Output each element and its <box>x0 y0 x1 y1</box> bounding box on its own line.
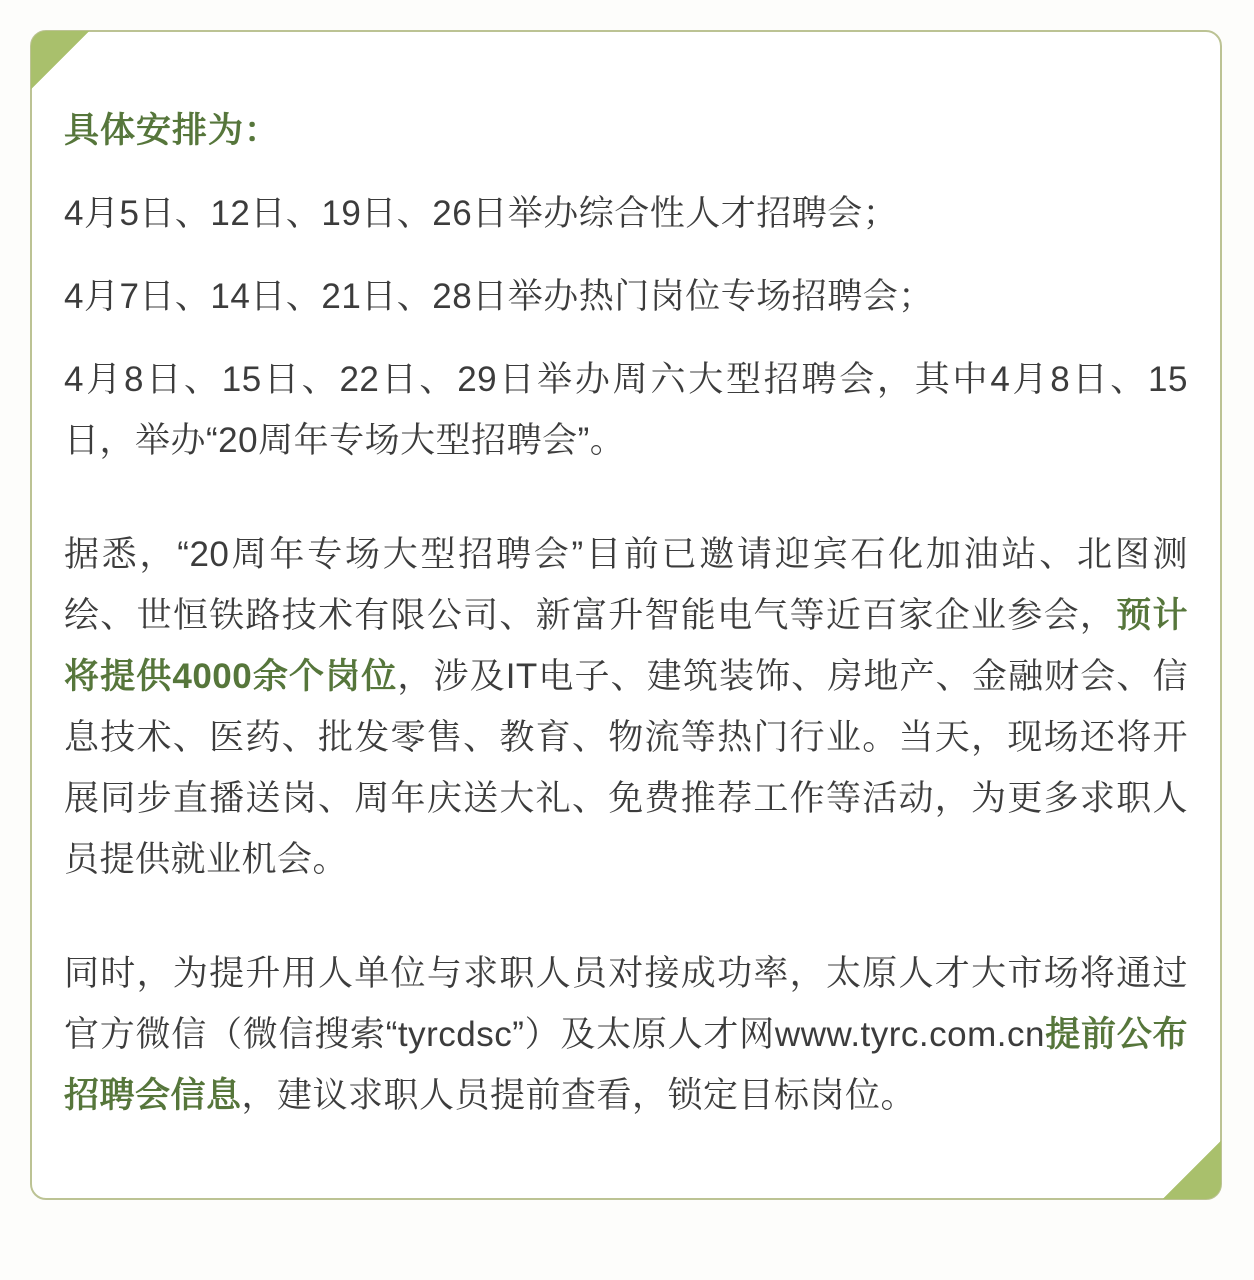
paragraph-notice <box>64 943 1188 1126</box>
article-body <box>32 32 1220 1198</box>
detail-text-tail: ，涉及IT电子、建筑装饰、房地产、金融财会、信息技术、医药、批发零售、教育、物流等热门行业。当天，现场还将开展同步直播送岗、周年庆送大礼、免费推荐工作等活动，为更多求职人员提供就业机会。 <box>64 657 1188 879</box>
schedule-line-saturday-fair: 4月8日、15日、22日、29日举办周六大型招聘会，其中4月8日、15日，举办“20周年专场大型招聘会”。 <box>64 360 1188 460</box>
notice-highlight-advance-info: 提前公布招聘会信息 <box>64 1015 1188 1115</box>
section-heading: 具体安排为： <box>64 111 281 150</box>
paragraph-fair-detail <box>64 524 1188 890</box>
detail-text-lead: 据悉，“20周年专场大型招聘会”目前已邀请迎宾石化加油站、北图测绘、世恒铁路技术有限公司、新富升智能电气等近百家企业参会， <box>64 535 1188 635</box>
detail-highlight-jobs-count: 预计将提供4000余个岗位 <box>64 596 1188 696</box>
schedule-line-general-fair: 4月5日、12日、19日、26日举办综合性人才招聘会； <box>64 194 899 233</box>
article-card <box>30 30 1222 1200</box>
notice-text-lead: 同时，为提升用人单位与求职人员对接成功率，太原人才大市场将通过官方微信（微信搜索“tyrcdsc”）及太原人才网www.tyrc.com.cn <box>64 954 1188 1054</box>
notice-text-tail: ，建议求职人员提前查看，锁定目标岗位。 <box>241 1076 917 1115</box>
schedule-line-hot-jobs-fair: 4月7日、14日、21日、28日举办热门岗位专场招聘会； <box>64 277 934 316</box>
